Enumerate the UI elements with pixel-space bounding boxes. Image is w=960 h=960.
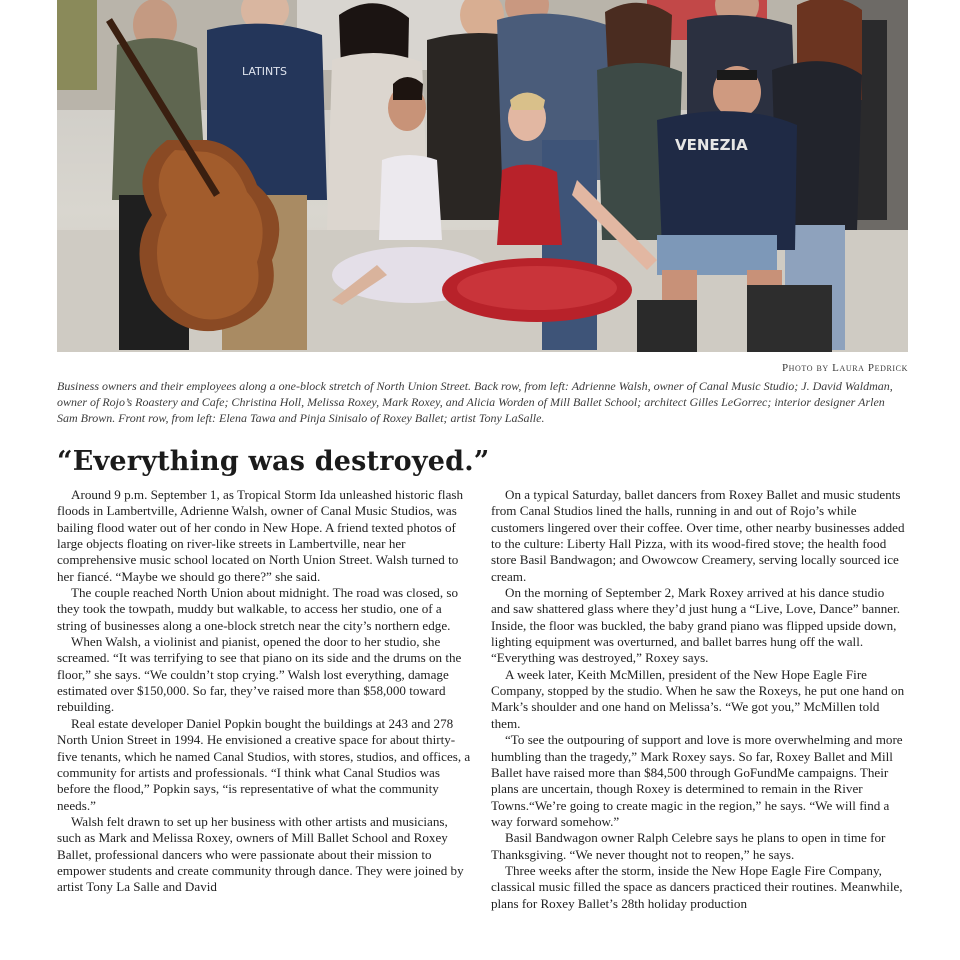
photo-credit: Photo by Laura Pedrick [781,362,908,374]
article-headline: “Everything was destroyed.” [57,446,490,477]
group-photo [57,0,908,352]
shirt-text-right: VENEZIA [675,136,748,154]
paragraph: On a typical Saturday, ballet dancers from Roxey Ballet and music students from Canal Studios lined the halls, running in and out of Rojo’s while customers lingered over their coffee. Over time, other nearby businesses added to the culture: Liberty Hall Pizza, with its wood-fired stove; the health food store Basil Bandwagon; and Owowcow Creamery, serving locally sourced ice cream. [491,487,905,584]
paragraph: Three weeks after the storm, inside the New Hope Eagle Fire Company, classical music filled the space as dancers practiced their routines. Meanwhile, plans for Roxey Ballet’s 28th holiday production [491,862,903,911]
paragraph: Basil Bandwagon owner Ralph Celebre says he plans to open in time for Thanksgiving. “We never thought not to reopen,” he says. [491,830,886,862]
paragraph: Real estate developer Daniel Popkin bought the buildings at 243 and 278 North Union Street in 1994. He envisioned a creative space for about thirty-five tenants, which he named Canal Studios, with stores, studios, and offices, a community for artists and professionals. “I think what Canal Studios was before the flood,” Popkin says, “is representative of what the community needs.” [57,715,471,813]
shirt-text-left: LATINTS [242,65,287,78]
paragraph: Walsh felt drawn to set up her business with other artists and musicians, such as Mark and Melissa Roxey, owners of Mill Ballet School and Roxey Ballet, professional dancers who were passionate about their mission to empower students and create community through dance. They were joined by artist Tony La Salle and David [57,813,464,895]
group-photo-illustration [57,0,908,352]
paragraph: A week later, Keith McMillen, president of the New Hope Eagle Fire Company, stopped by the studio. When he saw the Roxeys, he put one hand on Mark’s shoulder and one hand on Melissa’s. “We got you,” McMillen told them. [491,666,905,731]
photo-caption: Business owners and their employees along a one-block stretch of North Union Street. Back row, from left: Adrienne Walsh, owner of Canal Music Studio; J. David Waldman, owner of Rojo’s Roastery and Cafe; Christina Holl, Melissa Roxey, Mark Roxey, and Alicia Worden of Mill Ballet School; architect Gilles LeGorrec; interior designer Arlen Sam Brown. Front row, from left: Elena Tawa and Pinja Sinisalo of Roxey Ballet; artist Tony LaSalle. [57,379,893,425]
article-right-column [491,487,905,912]
article-left-column [57,487,471,896]
paragraph: “To see the outpouring of support and love is more overwhelming and more humbling than the tragedy,” Mark Roxey says. So far, Roxey Ballet and Mill Ballet have raised more than $84,500 through GoFundMe campaigns. Their plans are uncertain, though Roxey is determined to remain in the River Towns.“We’re going to create magic in the region,” he says. “We will find a way forward somehow.” [491,732,903,829]
paragraph: When Walsh, a violinist and pianist, opened the door to her studio, she screamed. “It was terrifying to see that piano on its side and the drums on the floor,” she says. “We couldn’t stop crying.” Walsh lost everything, damage estimated over $150,000. So far, they’ve raised more than $58,000 toward rebuilding. [57,634,462,715]
paragraph: On the morning of September 2, Mark Roxey arrived at his dance studio and saw shattered glass where they’d just hung a “Live, Love, Dance” banner. Inside, the floor was buckled, the baby grand piano was flipped upside down, lighting equipment was overturned, and ballet barres hung off the wall. “Everything was destroyed,” Roxey says. [491,585,901,666]
paragraph: Around 9 p.m. September 1, as Tropical Storm Ida unleashed historic flash floods in Lambertville, Adrienne Walsh, owner of Canal Music Studios, was bailing flood water out of her condo in New Hope. A friend texted photos of large objects floating on river-like streets in Lambertville, near her comprehensive music school located on North Union Street. Walsh turned to her fiancé. “Maybe we should go there?” she said. [57,487,464,584]
paragraph: The couple reached North Union about midnight. The road was closed, so they took the towpath, muddy but walkable, to access her studio, one of a string of businesses along a one-block stretch near the city’s northern edge. [57,585,459,633]
